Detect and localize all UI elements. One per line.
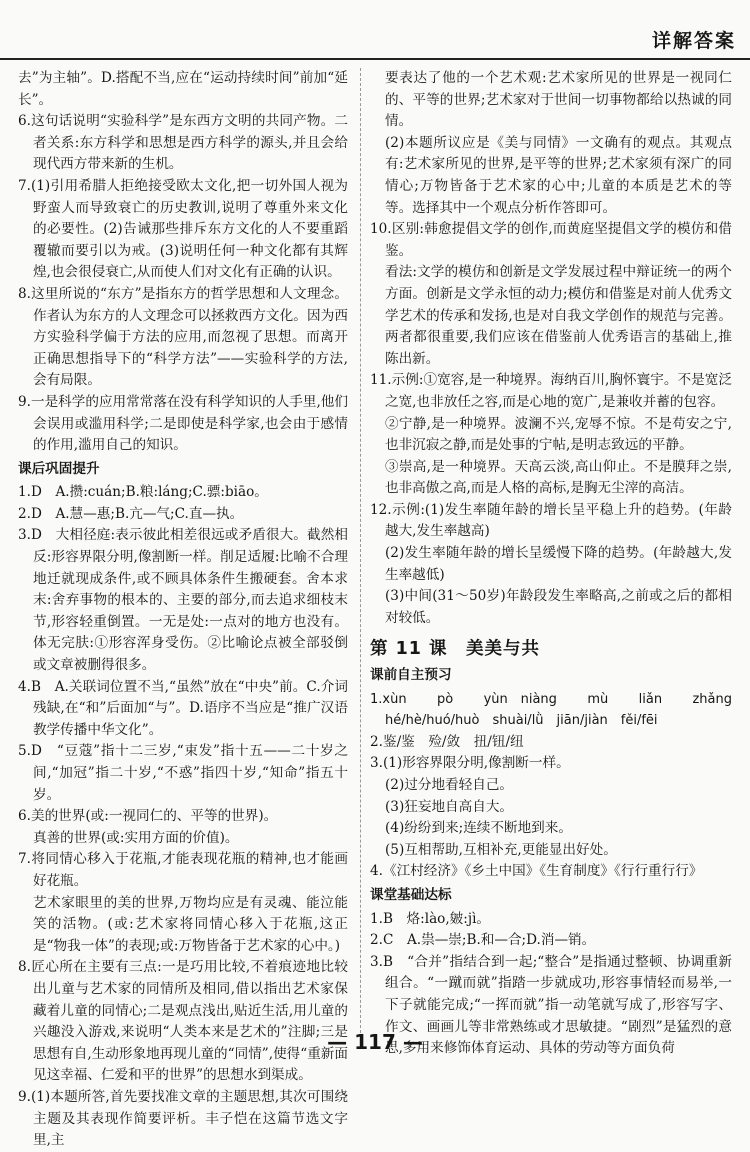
- answer-paragraph: 2.鉴/鉴 殓/敛 扭/钮/纽: [370, 733, 524, 750]
- answer-paragraph: ③崇高,是一种境界。天高云淡,高山仰止。不是膜拜之崇,也非高傲之高,而是人格的高标,是胸无尘滓的高洁。: [385, 458, 732, 497]
- answer-paragraph: 11.示例:①宽容,是一种境界。海纳百川,胸怀寰宇。不是宽泛之宽,也非放任之容,而是心地的宽广,是兼收并蓄的包容。: [370, 372, 732, 410]
- answer-paragraph: 6.美的世界(或:一视同仁的、平等的世界)。: [18, 808, 278, 825]
- answer-paragraph: ②宁静,是一种境界。波澜不兴,宠辱不惊。不是苟安之宁,也非沉寂之静,而是处事的宁帖,是明志致远的平静。: [385, 415, 732, 454]
- answer-paragraph: 5.D “豆蔻”指十二三岁,“束发”指十五——二十岁之间,“加冠”指二十岁,“不惑”指四十岁,“知命”指五十岁。: [18, 743, 348, 803]
- answer-paragraph: 3.B “合并”指结合到一起;“整合”是指通过整顿、协调重新组合。“一蹴而就”指踏一步就成功,形容事情轻而易举,一下子就能完成;“一挥而就”指一动笔就写成了,形容写字、作文、画画儿等非常熟练或才思敏捷。“剧烈”是猛烈的意思,多用来修饰体育运动、具体的劳动等方面负荷: [370, 953, 732, 1057]
- answer-paragraph: 12.示例:(1)发生率随年龄的增长呈平稳上升的趋势。(年龄越大,发生率越高): [370, 501, 732, 540]
- column-divider: [360, 68, 361, 1048]
- answer-paragraph: 9.(1)本题所答,首先要找准文章的主题思想,其次可围绕主题及其表现作简要评析。丰子恺在这篇节选文字里,主: [18, 1088, 348, 1149]
- answer-paragraph: 艺术家眼里的美的世界,万物均应是有灵魂、能泣能笑的活物。(或:艺术家将同情心移入于花瓶,这正是“物我一体”的表现;或:万物皆备于艺术家的心中。): [33, 894, 348, 954]
- answer-paragraph: 7.将同情心移入于花瓶,才能表现花瓶的精神,也才能画好花瓶。: [18, 851, 348, 889]
- answer-paragraph: 4.B A.关联词位置不当,“虽然”放在“中央”前。C.介词残缺,在“和”后面加“与”。D.语序不当应是“推广汉语教学传播中华文化”。: [18, 678, 348, 738]
- answer-paragraph: (4)纷纷到来;连续不断地到来。: [385, 820, 572, 837]
- header-title: 详解答案: [651, 30, 736, 52]
- answer-paragraph: 8.这里所说的“东方”是指东方的哲学思想和人文理念。作者认为东方的人文理念可以拯救西方文化。因为西方实验科学偏于方法的应用,而忽视了思想。而离开正确思想指导下的“科学方法”——实验科学的方法,会有局限。: [18, 285, 348, 389]
- answer-paragraph: (3)狂妄地自高自大。: [385, 798, 514, 815]
- answer-paragraph: 10.区别:韩愈提倡文学的创作,而黄庭坚提倡文学的模仿和借鉴。: [370, 221, 732, 259]
- answer-paragraph: 要表达了他的一个艺术观:艺术家所见的世界是一视同仁的、平等的世界;艺术家对于世间一切事物都给以热诚的同情。: [385, 70, 732, 130]
- section-heading: 课堂基础达标: [370, 886, 452, 903]
- answer-paragraph: 6.这句话说明“实验科学”是东西方文明的共同产物。二者关系:东方科学和思想是西方科学的源头,并且会给现代西方带来新的生机。: [18, 113, 348, 173]
- section-heading: 课前自主预习: [370, 667, 452, 684]
- lesson-title: 第 11 课 美美与共: [370, 639, 541, 660]
- answer-paragraph: 看法:文学的模仿和创新是文学发展过程中辩证统一的两个方面。创新是文学永恒的动力;模仿和借鉴是对前人优秀文学艺术的传承和发扬,也是对自我文学创作的规范与完善。两者都很重要,我们应该在借鉴前人优秀语言的基础上,推陈出新。: [385, 264, 732, 367]
- answer-paragraph: (2)过分地看轻自己。: [385, 777, 514, 793]
- answer-paragraph: 3.D 大相径庭:表示彼此相差很远或矛盾很大。截然相反:形容界限分明,像割断一样。削足适履:比喻不合理地迁就现成条件,或不顾具体条件生搬硬套。舍本求末:舍弃事物的根本的、主要的部分,而去追求细枝末节,形容轻重倒置。一无是处:一点对的地方也没有。体无完肤:①形容浑身受伤。②比喻论点被全部驳倒或文章被删得很多。: [18, 527, 348, 674]
- answer-paragraph: 8.匠心所在主要有三点:一是巧用比较,不着痕迹地比较出儿童与艺术家的同情所及相同,借以指出艺术家保藏着儿童的同情心;二是观点浅出,贴近生活,用儿童的兴趣没入游戏,来说明“人类本来是艺术的”注脚;三是思想有自,生动形象地再现儿童的“同情”,使得“重新面见这幸福、仁爱和平的世界”的思想水到渠成。: [18, 959, 348, 1084]
- answer-paragraph: (2)发生率随年龄的增长呈缓慢下降的趋势。(年龄越大,发生率越低): [385, 545, 732, 583]
- answer-paragraph: 7.(1)引用希腊人拒绝接受欧太文化,把一切外国人视为野蛮人而导致衰亡的历史教训,说明了尊重外来文化的必要性。(2)告诫那些排斥东方文化的人不要重蹈覆辙而要引以为戒。(3)说明任何一种文化都有其辉煌,也会很侵衰亡,从而使人们对文化有正确的认识。: [18, 177, 348, 281]
- answer-paragraph: 1.B 烙:lào,皴:jì。: [370, 910, 491, 927]
- page-header: [0, 0, 750, 64]
- right-column: [370, 68, 746, 1060]
- answer-paragraph: 9.一是科学的应用常常落在没有科学知识的人手里,他们会误用或滥用科学;二是即使是科学家,也会由于感情的作用,滥用自己的知识。: [18, 393, 348, 454]
- answer-paragraph: 3.(1)形容界限分明,像割断一样。: [370, 755, 570, 772]
- left-column: [18, 68, 348, 1152]
- answer-paragraph: 2.D A.慧—惠;B.亢—气;C.直—执。: [18, 505, 244, 522]
- answer-paragraph: (2)本题所议应是《美与同情》一文确有的观点。其观点有:艺术家所见的世界,是平等的世界;艺术家须有深广的同情心;万物皆备于艺术家的心中;儿童的本质是艺术的等等。选择其中一个观点分析作答即可。: [385, 134, 732, 216]
- answer-paragraph: 1.D A.攒:cuán;B.粮:láng;C.骠:biāo。: [18, 484, 268, 501]
- answer-paragraph: 2.C A.祟—崇;B.和—合;D.消—销。: [370, 932, 596, 949]
- answer-paragraph: 1.xùn pò yùn niàng mù liǎn zhǎng hé/hè/huó/huò shuài/lǜ jiān/jiàn fěi/fēi: [370, 691, 746, 729]
- answer-paragraph: 4.《江村经济》《乡土中国》《生育制度》《行行重行行》: [370, 863, 703, 880]
- answer-paragraph: (3)中间(31～50岁)年龄段发生率略高,之前或之后的都相对较低。: [385, 588, 732, 626]
- answer-paragraph: 真善的世界(或:实用方面的价值)。: [33, 829, 239, 846]
- answer-paragraph: 去”为主轴”。D.搭配不当,应在“运动持续时间”前加“延长”。: [18, 70, 348, 108]
- header-rule: [0, 58, 750, 60]
- section-heading: 课后巩固提升: [18, 460, 100, 477]
- answer-paragraph: (5)互相帮助,互相补充,更能显出好处。: [385, 841, 617, 858]
- page-number: — 117 —: [327, 1030, 423, 1054]
